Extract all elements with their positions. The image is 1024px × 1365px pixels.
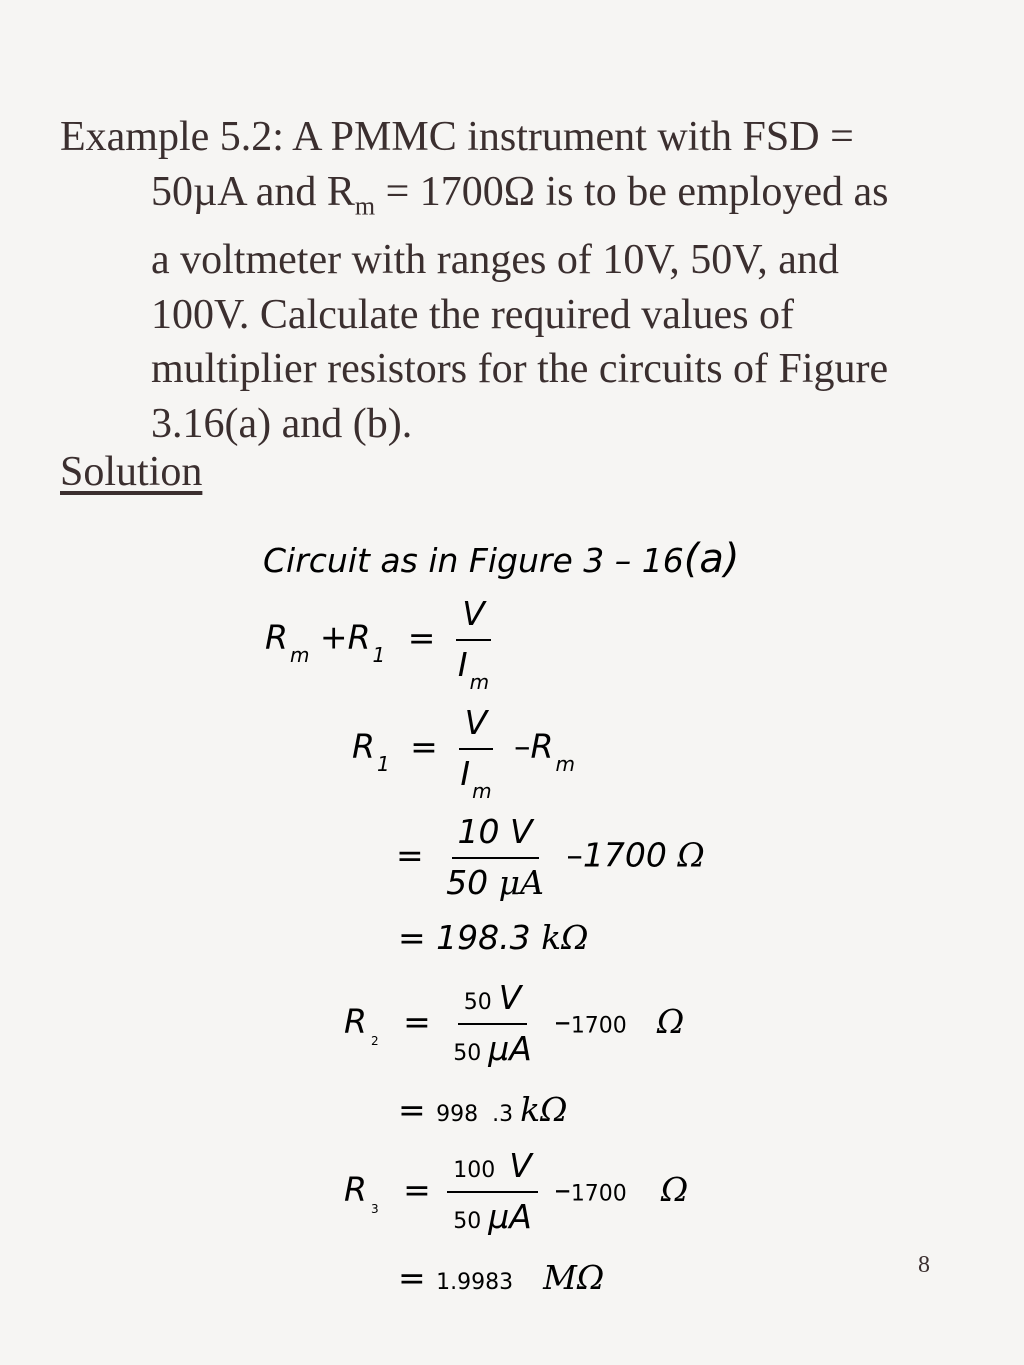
eq3-numerator: 10 V	[452, 812, 539, 859]
eq4-equals: =	[398, 918, 426, 957]
eq7-num-100: 100	[453, 1158, 510, 1183]
eq2-numerator: V	[459, 703, 494, 750]
equation-result-r3	[398, 1258, 604, 1297]
eq7-num-v: V	[509, 1146, 532, 1185]
equation-result-r2	[398, 1090, 567, 1129]
problem-line-4: 100V. Calculate the required values of	[151, 291, 795, 338]
eq5-denominator	[447, 1025, 538, 1068]
eq3-value: 1700	[582, 835, 678, 875]
eq6-equals: =	[398, 1090, 426, 1129]
eq5-minus: –	[554, 1001, 571, 1041]
problem-statement	[60, 110, 960, 451]
eq1-equals: =	[407, 617, 436, 657]
eq1-m: m	[289, 642, 310, 667]
eq5-num-50: 50	[463, 990, 499, 1015]
eq1-r: R	[265, 617, 288, 657]
problem-line-3: a voltmeter with ranges of 10V, 50V, and	[151, 237, 839, 284]
eq4-unit: kΩ	[541, 918, 589, 957]
circuit-label-text: Circuit as in Figure 3 – 16	[263, 541, 684, 580]
problem-line-5: multiplier resistors for the circuits of Figure	[151, 346, 889, 393]
eq7-ohm: Ω	[660, 1169, 689, 1209]
eq7-numerator	[447, 1146, 538, 1193]
eq5-sub: 2	[370, 1033, 379, 1048]
equation-r2	[344, 978, 684, 1068]
eq1-plus: +	[319, 617, 348, 657]
eq2-equals: =	[410, 726, 438, 766]
eq5-den-50: 50	[453, 1041, 489, 1066]
eq2-minus: –	[514, 726, 531, 766]
eq3-minus: –	[566, 835, 583, 875]
eq5-fraction	[447, 978, 538, 1068]
equation-rm-plus-r1	[265, 594, 501, 694]
problem-line-2	[60, 165, 960, 234]
eq5-numerator	[458, 978, 528, 1025]
problem-line-6: 3.16(a) and (b).	[151, 400, 413, 447]
eq7-fraction	[447, 1146, 538, 1236]
eq1-den-i: I	[457, 645, 468, 684]
eq2-den-m: m	[472, 779, 492, 803]
eq5-equals: =	[403, 1001, 431, 1041]
eq3-den-50: 50	[446, 863, 499, 902]
solution-heading: Solution	[60, 449, 203, 495]
circuit-label	[263, 536, 739, 582]
eq7-equals: =	[403, 1169, 431, 1209]
problem-line-2a: 50µA and R	[151, 168, 355, 215]
eq1-r1: R	[347, 617, 371, 657]
eq7-minus: –	[554, 1169, 571, 1209]
eq2-r: R	[352, 726, 375, 766]
eq7-denominator	[447, 1193, 538, 1236]
problem-line-2b: = 1700Ω is to be employed as	[375, 168, 889, 215]
eq3-denominator	[440, 859, 550, 902]
eq2-den-i: I	[460, 754, 471, 793]
eq7-sub: 3	[370, 1201, 379, 1216]
eq2-denominator	[454, 750, 497, 803]
eq2-m: m	[555, 751, 575, 776]
eq1-denominator	[452, 641, 495, 694]
eq1-one: 1	[372, 642, 386, 667]
page-number: 8	[918, 1252, 930, 1278]
equation-10v	[396, 812, 705, 902]
eq8-equals: =	[398, 1258, 426, 1297]
eq7-den-ua: μA	[488, 1197, 532, 1236]
eq1-fraction	[452, 594, 495, 694]
equation-r1	[352, 703, 575, 803]
eq2-rm: R	[530, 726, 554, 766]
eq6-unit: kΩ	[520, 1090, 568, 1129]
eq3-equals: =	[396, 835, 424, 875]
eq7-value: 1700	[570, 1181, 627, 1207]
eq2-fraction	[454, 703, 497, 803]
eq5-ohm: Ω	[656, 1001, 685, 1041]
eq7-den-50: 50	[453, 1209, 489, 1234]
equation-r3	[344, 1146, 688, 1236]
eq2-one: 1	[376, 751, 390, 776]
eq8-value: 1.9983	[436, 1270, 514, 1295]
eq6-value: 998 .3	[436, 1102, 521, 1127]
eq3-ohm: Ω	[677, 835, 705, 875]
eq4-value: 198.3	[436, 918, 542, 957]
eq3-den-ua: μA	[498, 863, 544, 902]
problem-rm-subscript: m	[354, 190, 376, 220]
eq1-numerator: V	[456, 594, 491, 641]
circuit-label-paren: (a)	[683, 536, 740, 582]
eq5-num-v: V	[498, 978, 522, 1017]
eq5-value: 1700	[570, 1013, 627, 1039]
equation-result-r1	[398, 918, 588, 957]
eq3-fraction	[440, 812, 550, 902]
eq5-r: R	[344, 1001, 367, 1041]
eq1-den-m: m	[469, 670, 490, 694]
eq7-r: R	[344, 1169, 367, 1209]
eq8-unit: MΩ	[543, 1258, 605, 1297]
eq5-den-ua: μA	[488, 1029, 532, 1068]
problem-line-1: Example 5.2: A PMMC instrument with FSD =	[60, 114, 854, 160]
